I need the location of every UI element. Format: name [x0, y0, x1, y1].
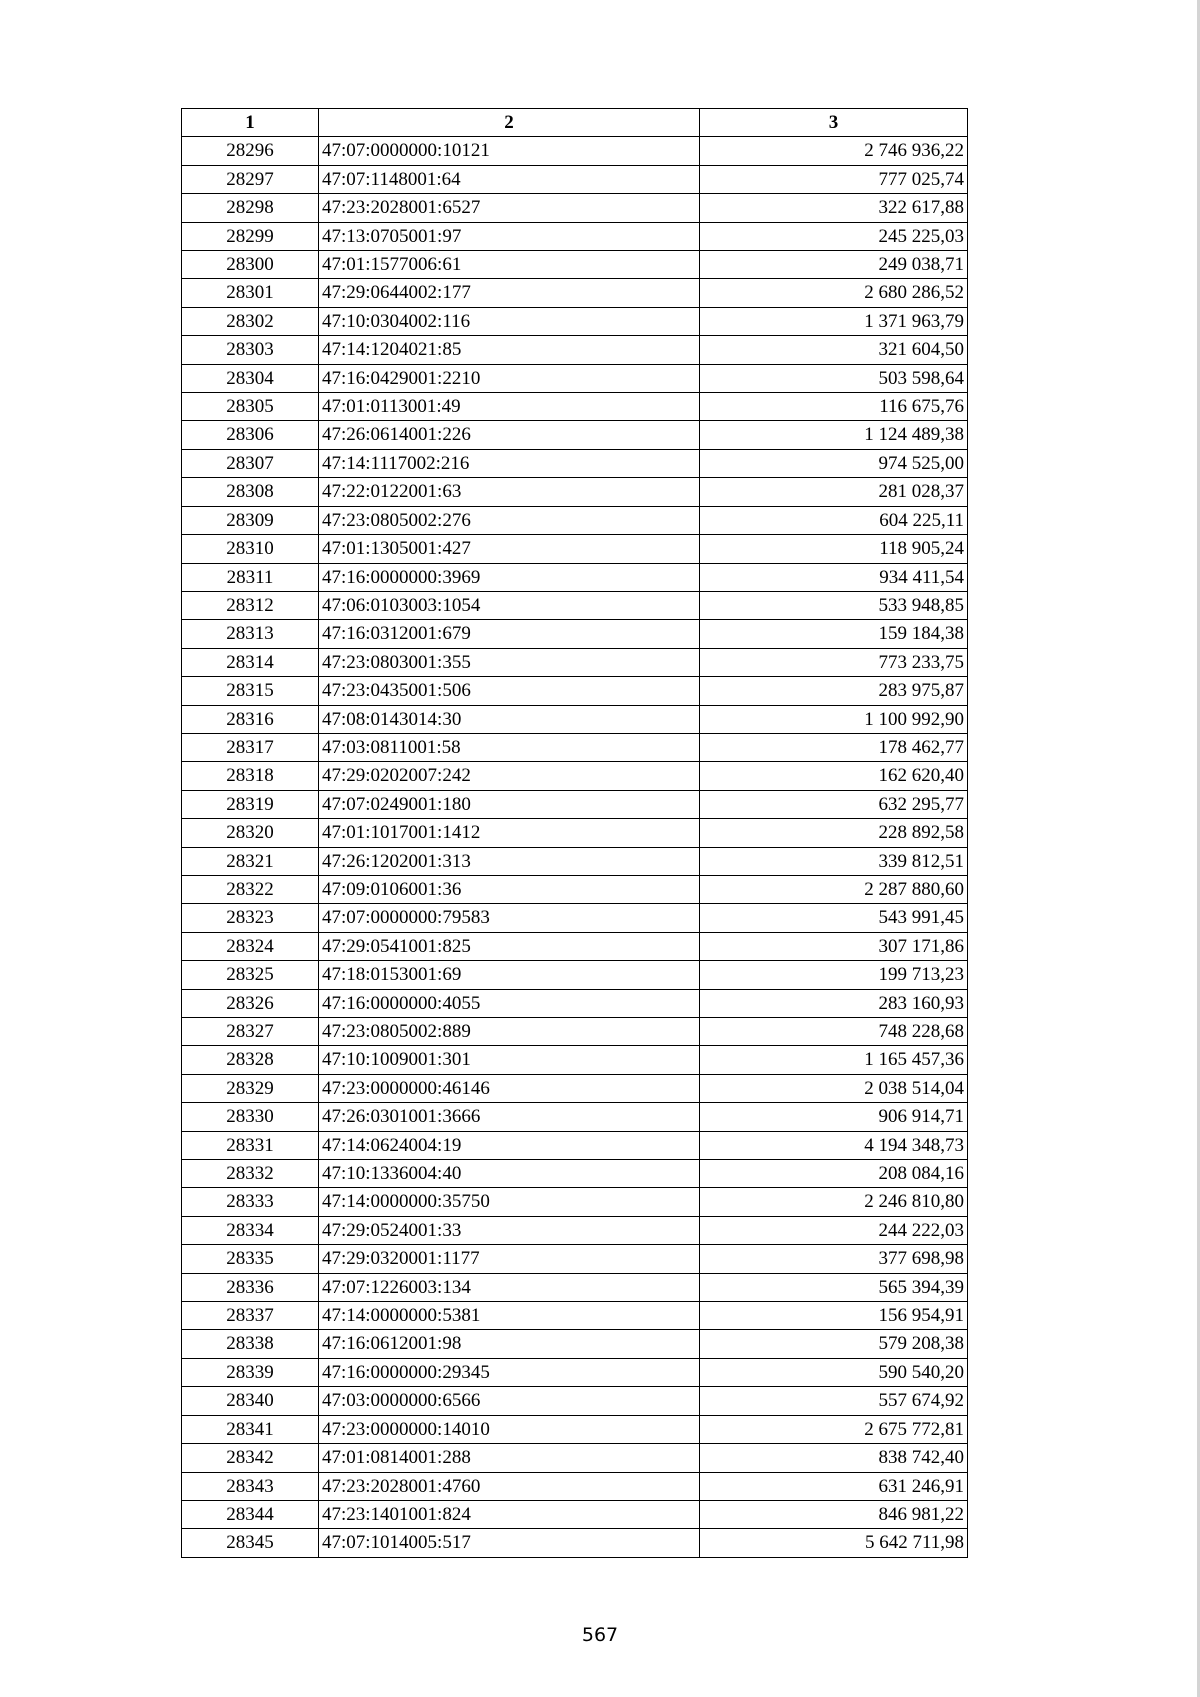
table-row	[182, 1415, 968, 1443]
cadastral-number: 47:09:0106001:36	[319, 875, 700, 903]
cadastral-number: 47:07:1148001:64	[319, 165, 700, 193]
row-number: 28332	[182, 1160, 319, 1188]
value-cell: 249 038,71	[700, 251, 968, 279]
cadastral-number: 47:01:0113001:49	[319, 393, 700, 421]
row-number: 28313	[182, 620, 319, 648]
cadastral-number: 47:26:0301001:3666	[319, 1103, 700, 1131]
row-number: 28328	[182, 1046, 319, 1074]
value-cell: 116 675,76	[700, 393, 968, 421]
table-row	[182, 279, 968, 307]
column-header-1: 1	[182, 109, 319, 137]
value-cell: 208 084,16	[700, 1160, 968, 1188]
cadastral-number: 47:26:0614001:226	[319, 421, 700, 449]
table-row	[182, 989, 968, 1017]
cadastral-number: 47:23:0435001:506	[319, 677, 700, 705]
row-number: 28318	[182, 762, 319, 790]
cadastral-number: 47:29:0524001:33	[319, 1216, 700, 1244]
row-number: 28316	[182, 705, 319, 733]
value-cell: 1 165 457,36	[700, 1046, 968, 1074]
cadastral-number: 47:22:0122001:63	[319, 478, 700, 506]
cadastral-number: 47:10:1336004:40	[319, 1160, 700, 1188]
value-cell: 321 604,50	[700, 336, 968, 364]
cadastral-number: 47:07:1014005:517	[319, 1529, 700, 1557]
table-row	[182, 620, 968, 648]
row-number: 28320	[182, 819, 319, 847]
table-row	[182, 1387, 968, 1415]
row-number: 28315	[182, 677, 319, 705]
table-row	[182, 1500, 968, 1528]
cadastral-number: 47:08:0143014:30	[319, 705, 700, 733]
value-cell: 533 948,85	[700, 591, 968, 619]
cadastral-number: 47:16:0429001:2210	[319, 364, 700, 392]
cadastral-number: 47:16:0000000:29345	[319, 1358, 700, 1386]
table-row	[182, 790, 968, 818]
row-number: 28311	[182, 563, 319, 591]
table-row	[182, 904, 968, 932]
table-row	[182, 364, 968, 392]
cadastral-number: 47:29:0541001:825	[319, 932, 700, 960]
cadastral-number: 47:10:0304002:116	[319, 307, 700, 335]
row-number: 28307	[182, 449, 319, 477]
value-cell: 503 598,64	[700, 364, 968, 392]
value-cell: 377 698,98	[700, 1245, 968, 1273]
value-cell: 5 642 711,98	[700, 1529, 968, 1557]
row-number: 28300	[182, 251, 319, 279]
cadastral-number: 47:29:0644002:177	[319, 279, 700, 307]
row-number: 28338	[182, 1330, 319, 1358]
table-row	[182, 393, 968, 421]
table-body	[182, 137, 968, 1557]
cadastral-number: 47:07:0249001:180	[319, 790, 700, 818]
table-row	[182, 307, 968, 335]
table-row	[182, 591, 968, 619]
cadastral-number: 47:07:0000000:79583	[319, 904, 700, 932]
cadastral-number: 47:13:0705001:97	[319, 222, 700, 250]
table-row	[182, 251, 968, 279]
cadastral-number: 47:16:0000000:4055	[319, 989, 700, 1017]
row-number: 28335	[182, 1245, 319, 1273]
cadastral-number: 47:01:1017001:1412	[319, 819, 700, 847]
row-number: 28301	[182, 279, 319, 307]
row-number: 28340	[182, 1387, 319, 1415]
value-cell: 118 905,24	[700, 535, 968, 563]
value-cell: 2 675 772,81	[700, 1415, 968, 1443]
row-number: 28327	[182, 1018, 319, 1046]
value-cell: 557 674,92	[700, 1387, 968, 1415]
cadastral-number: 47:23:2028001:6527	[319, 194, 700, 222]
row-number: 28342	[182, 1444, 319, 1472]
value-cell: 283 975,87	[700, 677, 968, 705]
cadastral-number: 47:29:0320001:1177	[319, 1245, 700, 1273]
cadastral-number: 47:07:1226003:134	[319, 1273, 700, 1301]
value-cell: 283 160,93	[700, 989, 968, 1017]
cadastral-number: 47:16:0612001:98	[319, 1330, 700, 1358]
value-cell: 604 225,11	[700, 506, 968, 534]
value-cell: 4 194 348,73	[700, 1131, 968, 1159]
value-cell: 579 208,38	[700, 1330, 968, 1358]
row-number: 28312	[182, 591, 319, 619]
table-row	[182, 875, 968, 903]
row-number: 28319	[182, 790, 319, 818]
table-row	[182, 762, 968, 790]
row-number: 28309	[182, 506, 319, 534]
value-cell: 1 124 489,38	[700, 421, 968, 449]
table-row	[182, 1046, 968, 1074]
row-number: 28298	[182, 194, 319, 222]
row-number: 28306	[182, 421, 319, 449]
table-row	[182, 506, 968, 534]
value-cell: 159 184,38	[700, 620, 968, 648]
table-row	[182, 1529, 968, 1557]
data-table	[181, 108, 968, 1558]
cadastral-number: 47:16:0312001:679	[319, 620, 700, 648]
value-cell: 838 742,40	[700, 1444, 968, 1472]
value-cell: 934 411,54	[700, 563, 968, 591]
row-number: 28303	[182, 336, 319, 364]
table-row	[182, 1188, 968, 1216]
table-row	[182, 194, 968, 222]
table-row	[182, 1245, 968, 1273]
row-number: 28331	[182, 1131, 319, 1159]
value-cell: 322 617,88	[700, 194, 968, 222]
row-number: 28337	[182, 1302, 319, 1330]
value-cell: 565 394,39	[700, 1273, 968, 1301]
cadastral-number: 47:03:0000000:6566	[319, 1387, 700, 1415]
cadastral-number: 47:14:1204021:85	[319, 336, 700, 364]
cadastral-number: 47:26:1202001:313	[319, 847, 700, 875]
value-cell: 2 246 810,80	[700, 1188, 968, 1216]
table-row	[182, 478, 968, 506]
table-row	[182, 1216, 968, 1244]
cadastral-number: 47:23:0000000:14010	[319, 1415, 700, 1443]
table-row	[182, 819, 968, 847]
row-number: 28330	[182, 1103, 319, 1131]
table-row	[182, 1131, 968, 1159]
table-row	[182, 563, 968, 591]
value-cell: 777 025,74	[700, 165, 968, 193]
row-number: 28314	[182, 648, 319, 676]
row-number: 28302	[182, 307, 319, 335]
value-cell: 281 028,37	[700, 478, 968, 506]
cadastral-number: 47:18:0153001:69	[319, 961, 700, 989]
table-row	[182, 421, 968, 449]
cadastral-number: 47:23:0805002:276	[319, 506, 700, 534]
value-cell: 244 222,03	[700, 1216, 968, 1244]
cadastral-number: 47:23:2028001:4760	[319, 1472, 700, 1500]
table-header-row	[182, 109, 968, 137]
value-cell: 339 812,51	[700, 847, 968, 875]
value-cell: 199 713,23	[700, 961, 968, 989]
table-row	[182, 1330, 968, 1358]
table-row	[182, 449, 968, 477]
table-row	[182, 1018, 968, 1046]
value-cell: 2 038 514,04	[700, 1074, 968, 1102]
column-header-2: 2	[319, 109, 700, 137]
table-row	[182, 705, 968, 733]
table-row	[182, 222, 968, 250]
cadastral-number: 47:14:0624004:19	[319, 1131, 700, 1159]
cadastral-number: 47:07:0000000:10121	[319, 137, 700, 165]
row-number: 28345	[182, 1529, 319, 1557]
value-cell: 156 954,91	[700, 1302, 968, 1330]
table-row	[182, 535, 968, 563]
cadastral-number: 47:23:0000000:46146	[319, 1074, 700, 1102]
value-cell: 974 525,00	[700, 449, 968, 477]
value-cell: 307 171,86	[700, 932, 968, 960]
value-cell: 773 233,75	[700, 648, 968, 676]
row-number: 28326	[182, 989, 319, 1017]
value-cell: 2 287 880,60	[700, 875, 968, 903]
value-cell: 1 371 963,79	[700, 307, 968, 335]
cadastral-number: 47:23:1401001:824	[319, 1500, 700, 1528]
table-row	[182, 1273, 968, 1301]
value-cell: 631 246,91	[700, 1472, 968, 1500]
value-cell: 846 981,22	[700, 1500, 968, 1528]
row-number: 28310	[182, 535, 319, 563]
row-number: 28323	[182, 904, 319, 932]
row-number: 28322	[182, 875, 319, 903]
cadastral-number: 47:03:0811001:58	[319, 733, 700, 761]
row-number: 28334	[182, 1216, 319, 1244]
value-cell: 543 991,45	[700, 904, 968, 932]
row-number: 28329	[182, 1074, 319, 1102]
value-cell: 228 892,58	[700, 819, 968, 847]
table-row	[182, 1358, 968, 1386]
table-row	[182, 1074, 968, 1102]
table-row	[182, 165, 968, 193]
cadastral-number: 47:29:0202007:242	[319, 762, 700, 790]
cadastral-number: 47:06:0103003:1054	[319, 591, 700, 619]
cadastral-number: 47:01:0814001:288	[319, 1444, 700, 1472]
table-row	[182, 1160, 968, 1188]
value-cell: 906 914,71	[700, 1103, 968, 1131]
cadastral-number: 47:23:0805002:889	[319, 1018, 700, 1046]
cadastral-number: 47:14:0000000:35750	[319, 1188, 700, 1216]
cadastral-number: 47:01:1305001:427	[319, 535, 700, 563]
table-row	[182, 1103, 968, 1131]
row-number: 28299	[182, 222, 319, 250]
row-number: 28304	[182, 364, 319, 392]
row-number: 28317	[182, 733, 319, 761]
row-number: 28305	[182, 393, 319, 421]
value-cell: 590 540,20	[700, 1358, 968, 1386]
row-number: 28308	[182, 478, 319, 506]
value-cell: 748 228,68	[700, 1018, 968, 1046]
page-number: 567	[581, 1624, 619, 1646]
cadastral-number: 47:23:0803001:355	[319, 648, 700, 676]
table-row	[182, 733, 968, 761]
row-number: 28321	[182, 847, 319, 875]
row-number: 28343	[182, 1472, 319, 1500]
row-number: 28325	[182, 961, 319, 989]
row-number: 28333	[182, 1188, 319, 1216]
table-row	[182, 648, 968, 676]
table-row	[182, 847, 968, 875]
row-number: 28297	[182, 165, 319, 193]
cadastral-number: 47:14:0000000:5381	[319, 1302, 700, 1330]
table-row	[182, 961, 968, 989]
value-cell: 1 100 992,90	[700, 705, 968, 733]
row-number: 28341	[182, 1415, 319, 1443]
table-row	[182, 1302, 968, 1330]
cadastral-number: 47:01:1577006:61	[319, 251, 700, 279]
value-cell: 245 225,03	[700, 222, 968, 250]
table-row	[182, 1444, 968, 1472]
table-row	[182, 932, 968, 960]
row-number: 28324	[182, 932, 319, 960]
column-header-3: 3	[700, 109, 968, 137]
table-row	[182, 137, 968, 165]
row-number: 28344	[182, 1500, 319, 1528]
value-cell: 632 295,77	[700, 790, 968, 818]
table-row	[182, 1472, 968, 1500]
value-cell: 162 620,40	[700, 762, 968, 790]
row-number: 28339	[182, 1358, 319, 1386]
row-number: 28296	[182, 137, 319, 165]
value-cell: 2 746 936,22	[700, 137, 968, 165]
value-cell: 178 462,77	[700, 733, 968, 761]
cadastral-number: 47:14:1117002:216	[319, 449, 700, 477]
cadastral-number: 47:16:0000000:3969	[319, 563, 700, 591]
table-row	[182, 677, 968, 705]
row-number: 28336	[182, 1273, 319, 1301]
table-row	[182, 336, 968, 364]
value-cell: 2 680 286,52	[700, 279, 968, 307]
cadastral-number: 47:10:1009001:301	[319, 1046, 700, 1074]
